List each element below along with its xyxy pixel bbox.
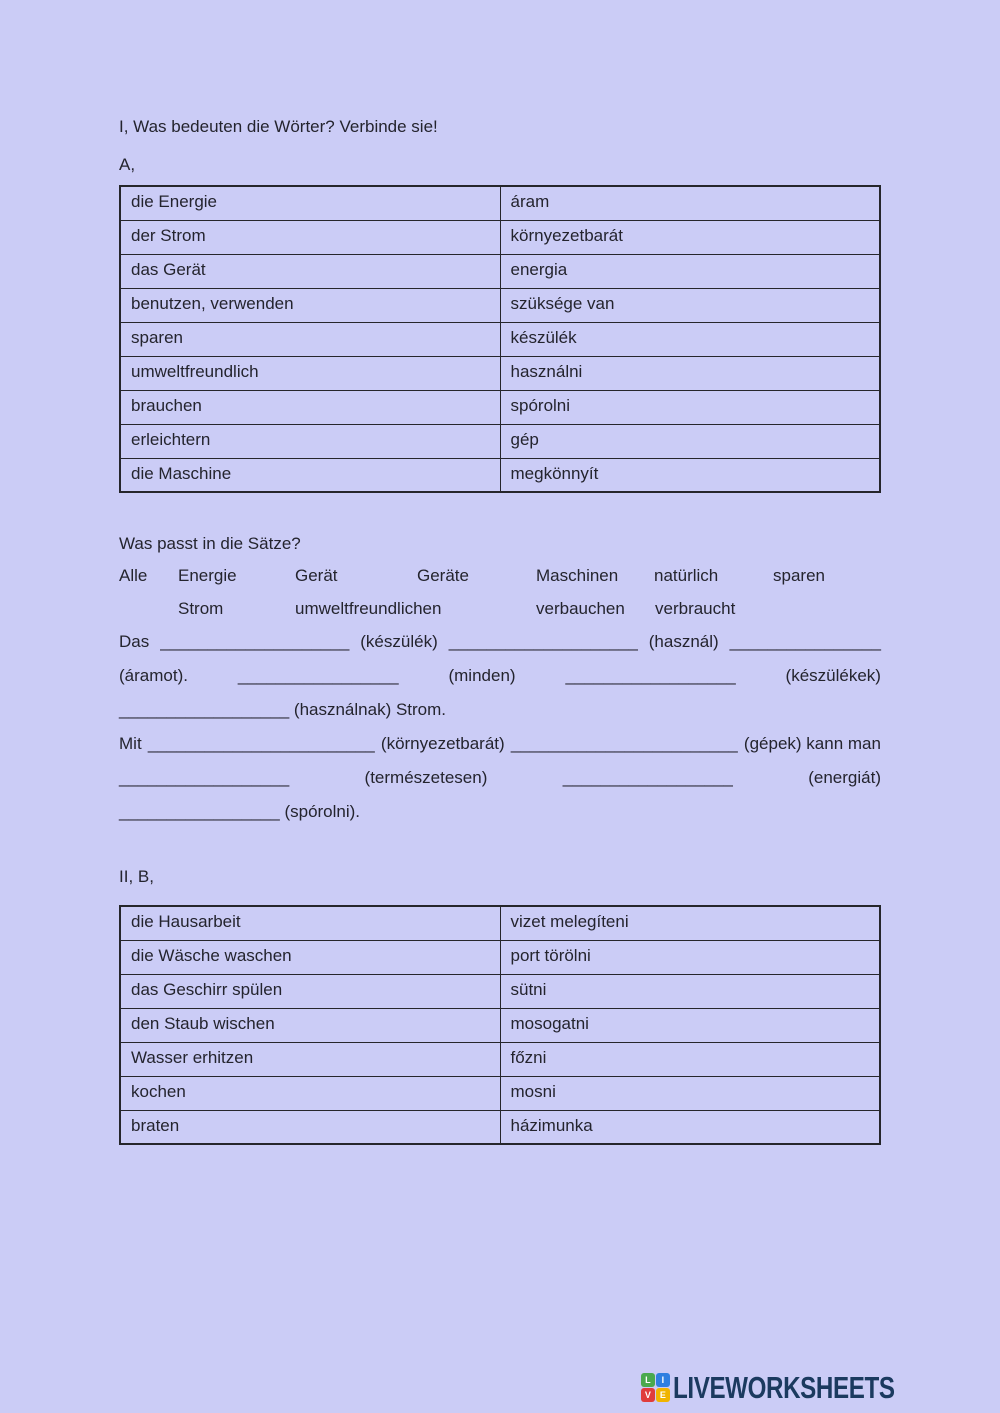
match-word-hu[interactable]: használni (500, 356, 880, 390)
logo-letter-square: E (656, 1388, 670, 1402)
match-word-hu[interactable]: port törölni (500, 940, 880, 974)
word-bank-item[interactable]: Gerät (295, 566, 338, 585)
match-word-de[interactable]: braten (120, 1110, 500, 1144)
sentence-line (119, 665, 881, 699)
match-word-de[interactable]: umweltfreundlich (120, 356, 500, 390)
answer-blank[interactable]: ________________________ (147, 734, 375, 753)
match-word-hu[interactable]: szüksége van (500, 288, 880, 322)
match-word-hu[interactable]: főzni (500, 1042, 880, 1076)
word-bank-item[interactable]: verbauchen (536, 599, 625, 618)
match-word-hu[interactable]: házimunka (500, 1110, 880, 1144)
table-row (120, 322, 880, 356)
table-row (120, 1076, 880, 1110)
match-word-de[interactable]: die Maschine (120, 458, 500, 492)
match-word-de[interactable]: das Gerät (120, 254, 500, 288)
liveworksheets-logo[interactable] (641, 1371, 957, 1404)
word-bank-item[interactable]: Energie (178, 566, 237, 585)
match-word-hu[interactable]: vizet melegíteni (500, 906, 880, 940)
table-row (120, 1110, 880, 1144)
table-row (120, 356, 880, 390)
sentence-text: Das (119, 632, 150, 651)
table-row (120, 186, 880, 220)
match-word-de[interactable]: die Hausarbeit (120, 906, 500, 940)
match-word-de[interactable]: benutzen, verwenden (120, 288, 500, 322)
sentence-text[interactable]: _________________ (spórolni). (119, 802, 361, 821)
match-word-hu[interactable]: energia (500, 254, 880, 288)
match-table-a (119, 185, 881, 493)
table-row (120, 288, 880, 322)
match-word-hu[interactable]: spórolni (500, 390, 880, 424)
table-row (120, 1042, 880, 1076)
word-bank-item[interactable]: Maschinen (536, 566, 619, 585)
word-bank (119, 566, 881, 632)
section1-title: I, Was bedeuten die Wörter? Verbinde sie! (119, 117, 438, 136)
sentence-hint: (energiát) (808, 768, 881, 787)
word-bank-item[interactable]: verbraucht (655, 599, 736, 618)
answer-blank[interactable]: ____________________ (160, 632, 350, 651)
sentence-line (119, 733, 881, 767)
word-bank-item[interactable]: Geräte (417, 566, 469, 585)
sentence-line (119, 767, 881, 801)
match-table-b (119, 905, 881, 1145)
sentence-text: Mit (119, 734, 142, 753)
answer-blank[interactable]: __________________ (562, 768, 733, 787)
sentence-hint: (gépek) kann man (743, 734, 881, 753)
word-bank-item[interactable]: Alle (119, 566, 148, 585)
sentence-line (119, 631, 881, 665)
match-word-de[interactable]: brauchen (120, 390, 500, 424)
answer-blank[interactable]: ________________________ (510, 734, 738, 753)
match-word-hu[interactable]: környezetbarát (500, 220, 880, 254)
match-word-hu[interactable]: gép (500, 424, 880, 458)
match-word-hu[interactable]: készülék (500, 322, 880, 356)
sentence-hint: (használ) (648, 632, 719, 651)
match-word-de[interactable]: Wasser erhitzen (120, 1042, 500, 1076)
section2-title: Was passt in die Sätze? (119, 534, 301, 553)
answer-blank[interactable]: ________________ (729, 632, 881, 651)
match-word-hu[interactable]: sütni (500, 974, 880, 1008)
match-word-de[interactable]: das Geschirr spülen (120, 974, 500, 1008)
sentence-text[interactable]: __________________ (használnak) Strom. (119, 700, 447, 719)
table-row (120, 974, 880, 1008)
table-row (120, 220, 880, 254)
match-word-de[interactable]: der Strom (120, 220, 500, 254)
sentence-hint: (minden) (448, 666, 516, 685)
match-word-de[interactable]: erleichtern (120, 424, 500, 458)
table-row (120, 254, 880, 288)
logo-letter-square: I (656, 1373, 670, 1387)
match-word-hu[interactable]: mosni (500, 1076, 880, 1110)
table-row (120, 1008, 880, 1042)
match-word-de[interactable]: die Energie (120, 186, 500, 220)
match-word-de[interactable]: die Wäsche waschen (120, 940, 500, 974)
answer-blank[interactable]: __________________ (565, 666, 736, 685)
table-row (120, 906, 880, 940)
match-word-hu[interactable]: áram (500, 186, 880, 220)
sentence-line (119, 699, 881, 733)
match-word-hu[interactable]: megkönnyít (500, 458, 880, 492)
sentence-hint: (természetesen) (364, 768, 488, 787)
answer-blank[interactable]: ____________________ (448, 632, 638, 651)
sentence-text: (áramot). (119, 666, 188, 685)
liveworksheets-icon (641, 1373, 670, 1402)
table-row (120, 390, 880, 424)
match-word-hu[interactable]: mosogatni (500, 1008, 880, 1042)
logo-letter-square: L (641, 1373, 655, 1387)
logo-letter-square: V (641, 1388, 655, 1402)
match-word-de[interactable]: den Staub wischen (120, 1008, 500, 1042)
sentence-line (119, 801, 881, 835)
word-bank-item[interactable]: natürlich (654, 566, 719, 585)
answer-blank[interactable]: _________________ (237, 666, 399, 685)
section1-label-a: A, (119, 155, 136, 174)
word-bank-item[interactable]: Strom (178, 599, 224, 618)
table-row (120, 424, 880, 458)
word-bank-item[interactable]: umweltfreundlichen (295, 599, 442, 618)
match-word-de[interactable]: kochen (120, 1076, 500, 1110)
fill-in-sentences (119, 631, 881, 835)
word-bank-item[interactable]: sparen (773, 566, 825, 585)
answer-blank[interactable]: __________________ (119, 768, 290, 787)
sentence-hint: (készülékek) (785, 666, 881, 685)
brand-wordmark: LIVEWORKSHEETS (672, 1370, 895, 1405)
table-row (120, 940, 880, 974)
sentence-hint: (készülék) (360, 632, 438, 651)
sentence-hint: (környezetbarát) (380, 734, 505, 753)
section3-label: II, B, (119, 867, 154, 886)
table-row (120, 458, 880, 492)
match-word-de[interactable]: sparen (120, 322, 500, 356)
